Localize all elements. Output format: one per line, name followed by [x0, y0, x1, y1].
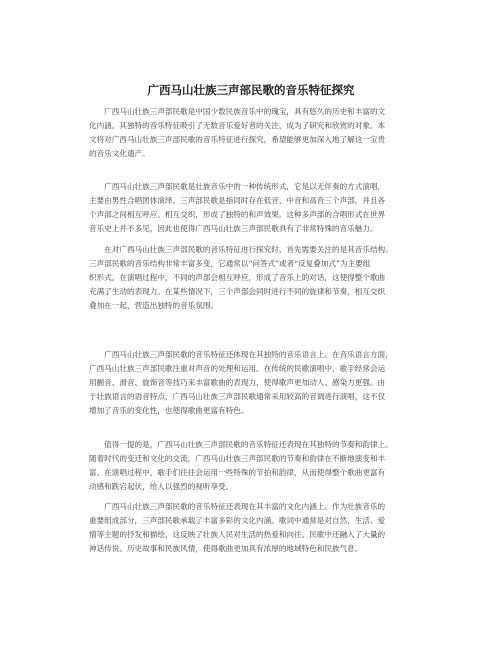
document-title: 广西马山壮族三声部民歌的音乐特征探究: [147, 83, 355, 97]
paragraph-6: [89, 500, 419, 556]
paragraph-line: 化内涵。其独特的音乐特征吸引了无数音乐爱好者的关注，成为了研究和欣赏的对象。本: [89, 121, 386, 130]
paragraph-line: 广西马山壮族三声部民歌注重对声音的处理和运用。在传统的民歌演唱中，歌手经常会运: [89, 364, 386, 373]
paragraph-line: 富。在演唱过程中，歌手们往往会运用一些特殊的节拍和韵律，从而使得整个歌曲更富有: [89, 468, 386, 477]
paragraph-line: 动感和跌宕起伏，给人以强烈的视听享受。: [89, 482, 234, 491]
paragraph-line: 充满了生动的表现力。在某些情况下，三个声部会同时进行不同的旋律和节奏，相互交织: [89, 287, 386, 296]
paragraph-line: 广西马山壮族三声部民歌是壮族音乐中的一种传统形式，它是以无伴奏的方式演唱，: [89, 182, 386, 191]
paragraph-line: 重要组成部分，三声部民歌承载了丰富多彩的文化内涵。歌词中通常是对自然、生活、爱: [89, 516, 386, 525]
paragraph-line: 用颤音、滑音、旋饰音等技巧来丰富歌曲的表现力，使得歌声更加动人、感染力更强。由: [89, 378, 386, 387]
paragraph-2: [89, 180, 419, 236]
paragraph-line: 广西马山壮族三声部民歌的音乐特征还体现在其独特的音乐语言上。在音乐语言方面，: [89, 350, 393, 359]
paragraph-line: 主要由男性合唱团体演绎。三声部民歌是指同时存在低音、中音和高音三个声部，并且各: [89, 196, 386, 205]
paragraph-line: 的音乐文化遗产。: [89, 149, 150, 158]
paragraph-line: 值得一提的是，广西马山壮族三声部民歌的音乐特征还表现在其独特的节奏和韵律上。: [89, 440, 393, 449]
paragraph-line: 增加了音乐的变化性，也使得歌曲更富有特色。: [89, 406, 249, 415]
paragraph-line: 广西马山壮族三声部民歌的音乐特征还表现在其丰富的文化内涵上。作为壮族音乐的: [89, 502, 386, 511]
paragraph-line: 于壮族语言的语音特点，广西马山壮族三声部民歌通常采用较高的音调进行演唱，这不仅: [89, 392, 386, 401]
paragraph-line: 叠加在一起，营造出独特的音乐氛围。: [89, 301, 219, 310]
paragraph-line: 在对广西马山壮族三声部民歌的音乐特征进行探究时，首先需要关注的是其音乐结构。: [89, 245, 393, 254]
paragraph-line: 音乐史上并不多见，因此也使得广西马山壮族三声部民歌具有了非常特殊的音乐魅力。: [89, 224, 378, 233]
paragraph-line: 个声部之间相互呼应、相互交织，形成了独特的和声效果。这种多声部的合唱形式在世界: [89, 210, 386, 219]
paragraph-1: [89, 105, 419, 161]
paragraph-line: 文将对广西马山壮族三声部民歌的音乐特征进行探究，希望能够更加深入地了解这一宝贵: [89, 135, 386, 144]
paragraph-line: 织形式。在演唱过程中，不同的声部会相互呼应，形成了音乐上的对话，这使得整个歌曲: [89, 273, 386, 282]
paragraph-line: 神话传说、历史故事和民族风情，使得歌曲更加具有浓厚的地域特色和民族气息。: [89, 544, 363, 553]
paragraph-line: 情等主题的抒发和描绘，这反映了壮族人民对生活的热爱和向往。民歌中还融入了大量的: [89, 530, 386, 539]
paragraph-line: 三声部民歌的音乐结构非常丰富多变，它通常以“问答式”或者“反复叠加式”为主要组: [89, 259, 371, 268]
paragraph-3: [89, 243, 419, 313]
paragraph-4: [89, 348, 419, 418]
paragraph-5: [89, 438, 419, 494]
paragraph-line: 广西马山壮族三声部民歌是中国少数民族音乐中的瑰宝，具有悠久的历史和丰富的文: [89, 107, 386, 116]
paragraph-line: 随着时代的变迁和文化的交流，广西马山壮族三声部民歌的节奏和韵律在不断地演变和丰: [89, 454, 386, 463]
